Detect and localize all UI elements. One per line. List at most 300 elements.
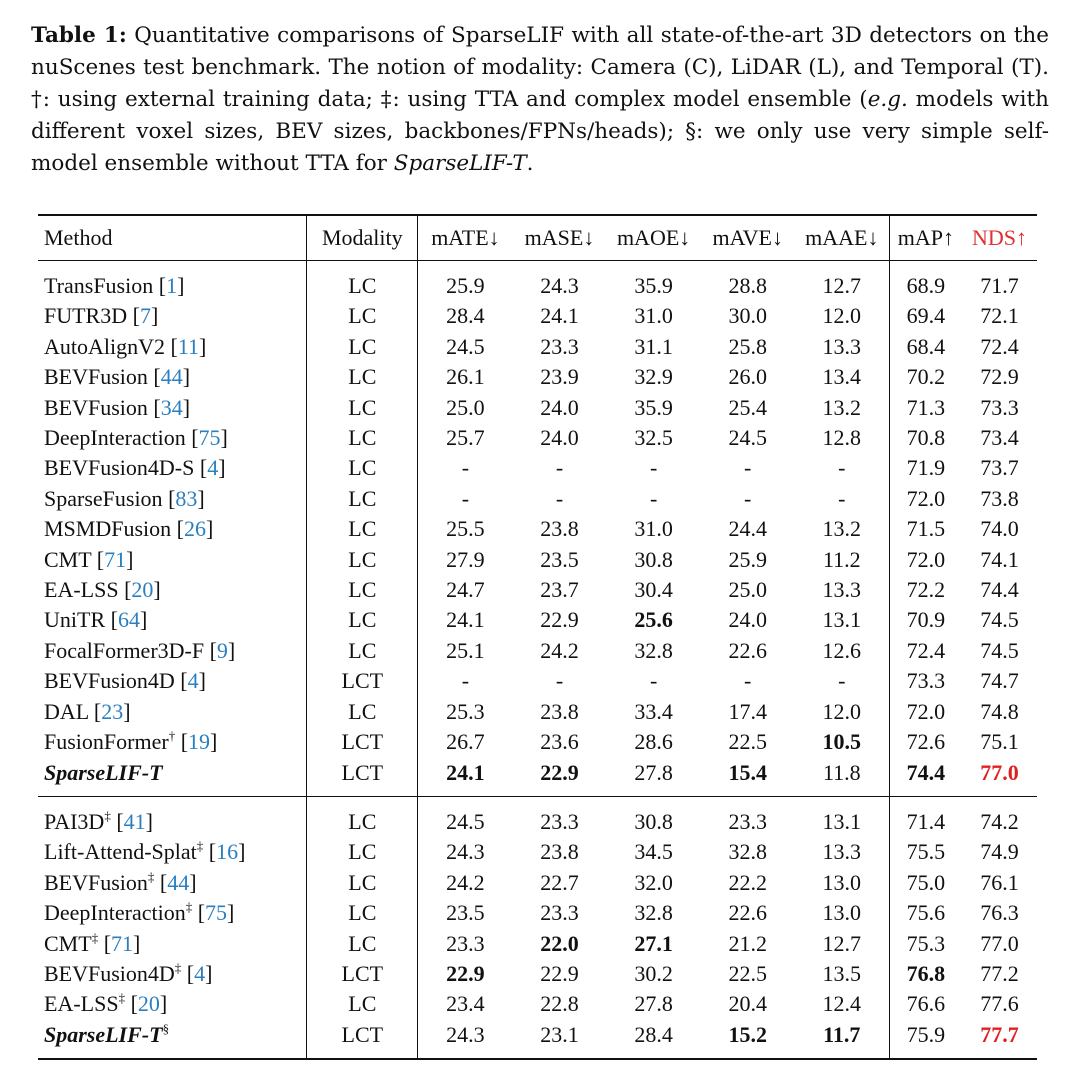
method-cell: BEVFusion‡ [44]	[44, 868, 197, 895]
maae-cell: 12.7	[822, 273, 862, 298]
method-cell: FocalFormer3D-F [9]	[44, 637, 236, 663]
table-row	[38, 989, 1037, 1019]
method-name: SparseLIF-T	[44, 1021, 163, 1047]
modality-cell: LC	[307, 332, 418, 362]
map-cell: 70.2	[889, 362, 962, 392]
modality-cell: LC	[307, 837, 418, 867]
citation-link[interactable]: 64	[117, 607, 140, 633]
table-row	[38, 484, 1037, 514]
citation-link[interactable]: 41	[123, 808, 146, 834]
mase-cell: 23.9	[540, 364, 579, 390]
mave-cell: 30.0	[728, 303, 767, 329]
map-cell: 71.3	[889, 393, 962, 423]
mase-cell: 23.7	[540, 577, 579, 603]
mave-cell: 24.0	[728, 607, 767, 633]
method-name: UniTR	[44, 607, 106, 633]
method-cell: BEVFusion [44]	[44, 364, 191, 390]
table-row	[38, 423, 1037, 453]
citation-link[interactable]: 83	[175, 485, 198, 511]
nds-cell: 71.7	[980, 273, 1019, 298]
nds-cell: 76.3	[980, 900, 1019, 926]
table-row	[38, 393, 1037, 423]
method-name: MSMDFusion	[44, 516, 172, 542]
mave-cell: 23.3	[728, 808, 767, 834]
mate-cell: 25.5	[446, 516, 485, 542]
mase-cell: 23.8	[540, 839, 579, 865]
method-cell: DeepInteraction‡ [75]	[44, 899, 235, 926]
mase-cell: 22.0	[540, 930, 579, 956]
method-cell: DAL [23]	[44, 698, 131, 724]
footnote-mark: ‡	[104, 807, 111, 823]
mase-cell: -	[555, 485, 564, 511]
modality-cell: LCT	[307, 1020, 418, 1059]
maoe-cell: 30.8	[634, 546, 673, 572]
maae-cell: 11.7	[823, 1021, 861, 1047]
modality-cell: LC	[307, 605, 418, 635]
mave-cell: 15.2	[728, 1021, 767, 1047]
method-cell: CMT [71]	[44, 546, 134, 572]
modality-cell: LC	[307, 929, 418, 959]
map-cell: 72.0	[889, 697, 962, 727]
maae-cell: 13.3	[822, 839, 862, 865]
map-cell: 71.4	[889, 796, 962, 837]
method-cell: TransFusion [1]	[44, 273, 185, 298]
map-cell: 73.3	[889, 666, 962, 696]
citation-link[interactable]: 26	[183, 516, 206, 542]
mase-cell: 23.6	[540, 729, 579, 755]
modality-cell: LC	[307, 575, 418, 605]
map-cell: 71.5	[889, 514, 962, 544]
citation-link[interactable]: 20	[137, 991, 160, 1017]
mave-cell: 25.4	[728, 394, 767, 420]
citation-link[interactable]: 44	[160, 364, 183, 390]
method-cell	[38, 1020, 307, 1059]
mave-cell: 22.5	[728, 729, 767, 755]
maoe-cell: -	[649, 668, 658, 694]
mase-cell: 22.9	[540, 759, 579, 785]
maae-cell: -	[838, 485, 846, 511]
map-cell: 75.5	[889, 837, 962, 867]
maoe-cell: 25.6	[634, 607, 673, 633]
mate-cell: 23.4	[446, 991, 485, 1017]
maoe-cell: 32.5	[634, 425, 673, 451]
section-single-model	[38, 261, 1037, 797]
mase-cell: 23.3	[540, 808, 579, 834]
modality-cell: LC	[307, 261, 418, 302]
method-cell: UniTR [64]	[44, 607, 148, 633]
modality-cell: LC	[307, 484, 418, 514]
mate-cell: 24.5	[446, 333, 485, 359]
maae-cell: 11.8	[822, 759, 861, 785]
method-cell: EA-LSS [20]	[44, 577, 161, 603]
citation-link[interactable]: 7	[139, 303, 151, 329]
modality-cell: LC	[307, 898, 418, 928]
nds-cell: 75.1	[980, 729, 1019, 755]
maoe-cell: 33.4	[634, 698, 673, 724]
maae-cell: 13.3	[822, 333, 862, 359]
mate-cell: 25.9	[446, 273, 485, 298]
maae-cell: 13.0	[822, 900, 862, 926]
mase-cell: 23.8	[540, 516, 579, 542]
method-name: CMT	[44, 546, 92, 572]
modality-cell: LC	[307, 362, 418, 392]
nds-cell: 77.7	[980, 1021, 1019, 1047]
method-cell: PAI3D‡ [41]	[44, 807, 153, 834]
caption-model-name: SparseLIF-T	[393, 151, 527, 176]
map-cell: 76.8	[889, 959, 962, 989]
map-cell: 74.4	[889, 758, 962, 797]
maae-cell: 13.2	[822, 516, 862, 542]
modality-cell: LCT	[307, 959, 418, 989]
footnote-mark: ‡	[196, 838, 204, 854]
maae-cell: 12.0	[822, 303, 862, 329]
maae-cell: 12.6	[822, 637, 862, 663]
method-name: TransFusion	[44, 273, 154, 298]
citation-link[interactable]: 75	[205, 900, 228, 926]
method-cell: SparseFusion [83]	[44, 485, 205, 511]
mate-cell: 24.1	[446, 607, 485, 633]
mave-cell: 21.2	[728, 930, 767, 956]
maoe-cell: 32.8	[634, 637, 673, 663]
header-mate: mATE↓	[431, 225, 500, 250]
modality-cell: LC	[307, 868, 418, 898]
method-cell: BEVFusion4D-S [4]	[44, 455, 226, 481]
mave-cell: 32.8	[728, 839, 767, 865]
caption-text-2: models with different voxel sizes, BEV sizes, backbones/FPNs/heads); §: we only use very simple self-model ensemble without TTA for	[31, 87, 1049, 176]
mate-cell: 25.1	[446, 637, 485, 663]
mate-cell: -	[461, 485, 470, 511]
caption-text-1: Quantitative comparisons of SparseLIF with all state-of-the-art 3D detectors on the nuScenes test benchmark. The notion of modality: Camera (C), LiDAR (L), and Temporal (T). †: using external training data; ‡: using TTA and complex model ensemble (	[31, 23, 1049, 112]
mave-cell: 25.9	[728, 546, 767, 572]
method-name: Lift-Attend-Splat	[44, 839, 197, 865]
method-name: EA-LSS	[44, 991, 119, 1017]
mate-cell: 24.1	[446, 759, 485, 785]
footnote-mark: ‡	[174, 959, 182, 975]
maoe-cell: 35.9	[634, 273, 673, 298]
mate-cell: 27.9	[446, 546, 485, 572]
method-cell: MSMDFusion [26]	[44, 516, 214, 542]
map-cell: 72.2	[889, 575, 962, 605]
header-mave: mAVE↓	[712, 225, 783, 250]
maoe-cell: -	[649, 455, 658, 481]
method-name: EA-LSS	[44, 577, 119, 603]
nds-cell: 74.4	[980, 577, 1019, 603]
footnote-mark: ‡	[91, 929, 99, 945]
maae-cell: 13.0	[822, 869, 862, 895]
mate-cell: 25.7	[446, 425, 485, 451]
header-map: mAP↑	[889, 215, 962, 261]
method-name: DeepInteraction	[44, 900, 186, 926]
method-name: DAL	[44, 698, 89, 724]
maoe-cell: -	[649, 485, 658, 511]
footnote-mark: ‡	[185, 899, 193, 915]
mase-cell: 24.2	[540, 637, 579, 663]
method-name: FusionFormer	[44, 729, 169, 755]
maoe-cell: 28.4	[634, 1021, 673, 1047]
method-name: SparseLIF-T	[44, 759, 163, 785]
mase-cell: 22.9	[540, 960, 579, 986]
nds-cell: 74.5	[980, 637, 1019, 663]
method-name: BEVFusion4D	[44, 668, 175, 694]
mate-cell: 24.3	[446, 1021, 485, 1047]
citation-link[interactable]: 4	[207, 455, 219, 481]
table-row	[38, 332, 1037, 362]
modality-cell: LC	[307, 636, 418, 666]
maoe-cell: 28.6	[634, 729, 673, 755]
mase-cell: 23.8	[540, 698, 579, 724]
modality-cell: LC	[307, 423, 418, 453]
nds-cell: 74.1	[980, 546, 1019, 572]
maae-cell: -	[838, 668, 846, 694]
method-name: BEVFusion	[44, 394, 148, 420]
nds-cell: 74.9	[980, 839, 1019, 865]
nds-cell: 73.3	[980, 394, 1019, 420]
header-mase: mASE↓	[524, 225, 595, 250]
nds-cell: 77.6	[980, 991, 1019, 1017]
mave-cell: 26.0	[728, 364, 767, 390]
map-cell: 68.4	[889, 332, 962, 362]
maae-cell: 13.1	[822, 607, 862, 633]
maae-cell: 13.5	[822, 960, 862, 986]
table-row	[38, 837, 1037, 867]
mave-cell: 22.6	[728, 900, 767, 926]
map-cell: 69.4	[889, 301, 962, 331]
citation-link[interactable]: 4	[187, 668, 199, 694]
table-caption	[31, 20, 1049, 180]
nds-cell: 76.1	[980, 869, 1019, 895]
mase-cell: 22.7	[540, 869, 579, 895]
maoe-cell: 32.0	[634, 869, 673, 895]
header-maoe: mAOE↓	[616, 225, 691, 250]
maoe-cell: 27.1	[634, 930, 673, 956]
nds-cell: 74.8	[980, 698, 1019, 724]
table-row	[38, 959, 1037, 989]
citation-link[interactable]: 9	[216, 637, 228, 663]
table-row	[38, 453, 1037, 483]
mave-cell: -	[744, 668, 752, 694]
citation-link[interactable]: 19	[188, 729, 211, 755]
modality-cell: LC	[307, 545, 418, 575]
method-name: DeepInteraction	[44, 425, 186, 451]
table-row	[38, 545, 1037, 575]
method-name: BEVFusion	[44, 869, 148, 895]
maae-cell: 13.3	[822, 577, 862, 603]
method-name: PAI3D	[44, 808, 105, 834]
table-row	[38, 605, 1037, 635]
modality-cell: LC	[307, 393, 418, 423]
method-cell: CMT‡ [71]	[44, 929, 141, 956]
modality-cell: LCT	[307, 727, 418, 757]
mase-cell: 23.3	[540, 900, 579, 926]
map-cell: 72.0	[889, 545, 962, 575]
method-cell: BEVFusion4D [4]	[44, 668, 206, 694]
table-row	[38, 261, 1037, 302]
modality-cell: LC	[307, 301, 418, 331]
citation-link[interactable]: 1	[166, 273, 178, 298]
mave-cell: 25.0	[728, 577, 767, 603]
mave-cell: -	[744, 485, 752, 511]
maae-cell: 13.4	[822, 364, 862, 390]
method-cell: BEVFusion4D‡ [4]	[44, 959, 213, 986]
method-cell: BEVFusion [34]	[44, 394, 191, 420]
map-cell: 68.9	[889, 261, 962, 302]
modality-cell: LC	[307, 989, 418, 1019]
caption-eg: e.g.	[867, 87, 908, 112]
table-row	[38, 1020, 1037, 1059]
method-cell: Lift-Attend-Splat‡ [16]	[44, 838, 246, 865]
nds-cell: 74.5	[980, 607, 1019, 633]
mave-cell: 15.4	[728, 759, 767, 785]
method-name: BEVFusion4D-S	[44, 455, 195, 481]
nds-cell: 73.7	[980, 455, 1019, 481]
modality-cell: LC	[307, 697, 418, 727]
mave-cell: 25.8	[728, 333, 767, 359]
nds-cell: 72.4	[980, 333, 1019, 359]
table-row	[38, 758, 1037, 797]
maoe-cell: 30.4	[634, 577, 673, 603]
modality-cell: LC	[307, 453, 418, 483]
nds-cell: 74.7	[980, 668, 1019, 694]
mase-cell: 23.3	[540, 333, 579, 359]
citation-link[interactable]: 71	[111, 930, 134, 956]
table-row	[38, 727, 1037, 757]
mase-cell: 24.3	[540, 273, 579, 298]
mate-cell: -	[461, 668, 470, 694]
mave-cell: 24.4	[728, 516, 767, 542]
header-method: Method	[44, 225, 113, 250]
method-name: FUTR3D	[44, 303, 128, 329]
maoe-cell: 30.8	[634, 808, 673, 834]
method-cell	[38, 758, 307, 797]
caption-text-3: .	[526, 151, 534, 176]
maae-cell: -	[838, 455, 846, 481]
mase-cell: 24.0	[540, 394, 579, 420]
method-name: AutoAlignV2	[44, 333, 165, 359]
caption-label: Table 1:	[31, 23, 127, 48]
maoe-cell: 27.8	[634, 991, 673, 1017]
mate-cell: 26.7	[446, 729, 485, 755]
method-cell: FUTR3D [7]	[44, 303, 159, 329]
mase-cell: 23.5	[540, 546, 579, 572]
maoe-cell: 34.5	[634, 839, 673, 865]
citation-link[interactable]: 16	[216, 839, 239, 865]
nds-cell: 74.0	[980, 516, 1019, 542]
map-cell: 75.6	[889, 898, 962, 928]
mave-cell: 22.6	[728, 637, 767, 663]
modality-cell: LC	[307, 796, 418, 837]
citation-link[interactable]: 23	[101, 698, 124, 724]
nds-cell: 74.2	[980, 808, 1019, 834]
footnote-mark: ‡	[118, 990, 126, 1006]
nds-cell: 77.0	[980, 930, 1019, 956]
method-cell: FusionFormer† [19]	[44, 728, 218, 755]
table-row	[38, 514, 1037, 544]
method-name: BEVFusion	[44, 364, 148, 390]
section-ensemble	[38, 796, 1037, 1059]
method-name: BEVFusion4D	[44, 960, 175, 986]
citation-link[interactable]: 20	[131, 577, 154, 603]
header-nds: NDS↑	[971, 225, 1027, 250]
mave-cell: -	[744, 455, 752, 481]
table-row	[38, 575, 1037, 605]
mate-cell: 23.3	[446, 930, 485, 956]
table-row	[38, 636, 1037, 666]
method-cell: DeepInteraction [75]	[44, 425, 228, 451]
maae-cell: 12.7	[822, 930, 862, 956]
citation-link[interactable]: 44	[167, 869, 190, 895]
mase-cell: -	[555, 668, 564, 694]
mate-cell: 26.1	[446, 364, 485, 390]
method-name: CMT	[44, 930, 92, 956]
modality-cell: LCT	[307, 666, 418, 696]
table-row	[38, 868, 1037, 898]
method-cell: AutoAlignV2 [11]	[44, 333, 207, 359]
mave-cell: 22.5	[728, 960, 767, 986]
maoe-cell: 32.8	[634, 900, 673, 926]
map-cell: 70.8	[889, 423, 962, 453]
maae-cell: 11.2	[822, 546, 861, 572]
maoe-cell: 31.0	[634, 303, 673, 329]
map-cell: 72.0	[889, 484, 962, 514]
header-modality: Modality	[307, 215, 418, 261]
table-row	[38, 697, 1037, 727]
citation-link[interactable]: 11	[177, 333, 200, 359]
citation-link[interactable]: 34	[160, 394, 183, 420]
citation-link[interactable]: 4	[194, 960, 206, 986]
mate-cell: 24.5	[446, 808, 485, 834]
maoe-cell: 27.8	[634, 759, 673, 785]
maae-cell: 12.4	[822, 991, 862, 1017]
method-cell: EA-LSS‡ [20]	[44, 990, 168, 1017]
nds-cell: 72.1	[980, 303, 1019, 329]
citation-link[interactable]: 71	[104, 546, 127, 572]
maoe-cell: 31.1	[634, 333, 673, 359]
table-row	[38, 666, 1037, 696]
nds-cell: 77.0	[980, 759, 1019, 785]
maae-cell: 12.8	[822, 425, 862, 451]
mase-cell: 22.8	[540, 991, 579, 1017]
header-maae: mAAE↓	[805, 225, 879, 250]
header-row	[38, 215, 1037, 261]
table-row	[38, 362, 1037, 392]
map-cell: 75.0	[889, 868, 962, 898]
table-row	[38, 898, 1037, 928]
modality-cell: LC	[307, 514, 418, 544]
table-row	[38, 796, 1037, 837]
map-cell: 72.6	[889, 727, 962, 757]
maoe-cell: 32.9	[634, 364, 673, 390]
maae-cell: 13.2	[822, 394, 862, 420]
map-cell: 70.9	[889, 605, 962, 635]
mate-cell: -	[461, 455, 470, 481]
table-row	[38, 929, 1037, 959]
mate-cell: 24.7	[446, 577, 485, 603]
citation-link[interactable]: 75	[198, 425, 221, 451]
mase-cell: 23.1	[540, 1021, 579, 1047]
maoe-cell: 31.0	[634, 516, 673, 542]
nds-cell: 73.8	[980, 485, 1019, 511]
mate-cell: 25.0	[446, 394, 485, 420]
mate-cell: 25.3	[446, 698, 485, 724]
maoe-cell: 35.9	[634, 394, 673, 420]
mase-cell: 22.9	[540, 607, 579, 633]
mate-cell: 22.9	[446, 960, 485, 986]
nds-cell: 73.4	[980, 425, 1019, 451]
mate-cell: 24.3	[446, 839, 485, 865]
map-cell: 72.4	[889, 636, 962, 666]
mase-cell: -	[555, 455, 564, 481]
table-row	[38, 301, 1037, 331]
